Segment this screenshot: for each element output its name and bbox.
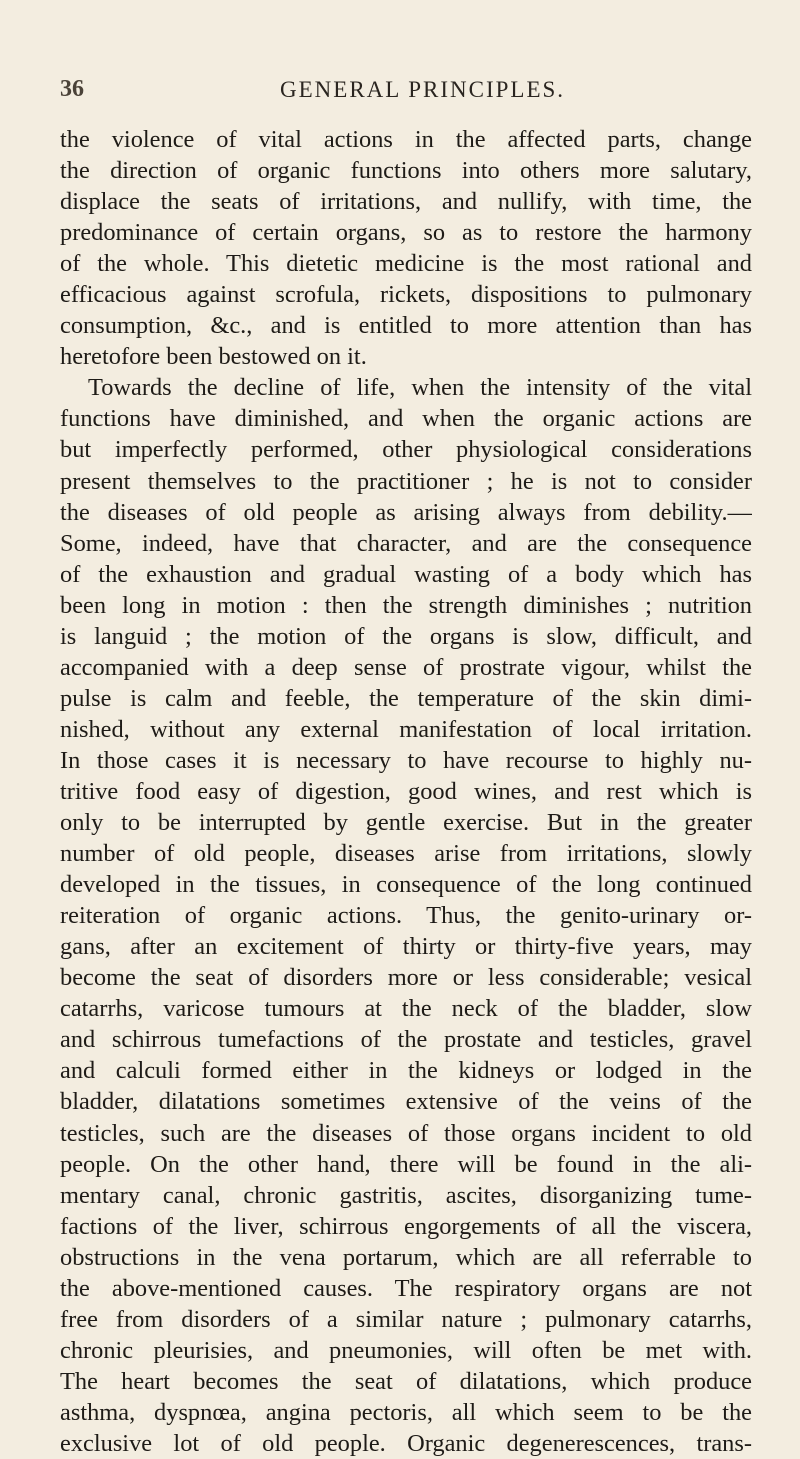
text-line: gans, after an excitement of thirty or thirty-five years, may [60,933,752,961]
text-line: bladder, dilatations sometimes extensive of the veins of the [60,1088,752,1116]
running-head-title: GENERAL PRINCIPLES. [280,77,566,102]
text-line: accompanied with a deep sense of prostrate vigour, whilst the [60,653,752,681]
paragraph-start-line: Towards the decline of life, when the intensity of the vital [88,374,752,402]
text-line: present themselves to the practitioner ; he is not to consider [60,467,752,495]
text-line: developed in the tissues, in consequence of the long continued [60,871,752,899]
text-line: obstructions in the vena portarum, which are all referrable to [60,1243,752,1271]
text-line: factions of the liver, schirrous engorgements of all the viscera, [60,1212,752,1240]
text-line: efficacious against scrofula, rickets, dispositions to pulmonary [60,281,752,309]
text-line: pulse is calm and feeble, the temperature of the skin dimi- [60,684,752,712]
text-line: Some, indeed, have that character, and are the consequence [60,529,752,557]
text-line: mentary canal, chronic gastritis, ascites, disorganizing tume- [60,1181,752,1209]
text-line: The heart becomes the seat of dilatations, which produce [60,1367,752,1395]
text-line: In those cases it is necessary to have recourse to highly nu- [60,746,752,774]
text-line: people. On the other hand, there will be found in the ali- [60,1150,752,1178]
text-line: testicles, such are the diseases of those organs incident to old [60,1119,752,1147]
page-number: 36 [60,76,84,102]
text-line: catarrhs, varicose tumours at the neck of the bladder, slow [60,995,752,1023]
text-line: reiteration of organic actions. Thus, the genito-urinary or- [60,902,752,930]
text-line: functions have diminished, and when the organic actions are [60,405,752,433]
body-text [60,124,752,1459]
text-line: number of old people, diseases arise from irritations, slowly [60,840,752,868]
text-line: but imperfectly performed, other physiological considerations [60,436,752,464]
text-line: consumption, &c., and is entitled to more attention than has [60,312,752,340]
text-line: only to be interrupted by gentle exercise. But in the greater [60,809,752,837]
text-line: and calculi formed either in the kidneys or lodged in the [60,1057,752,1085]
text-line: the direction of organic functions into others more salutary, [60,157,752,185]
text-line: nished, without any external manifestation of local irritation. [60,715,752,743]
text-line: the above-mentioned causes. The respiratory organs are not [60,1274,752,1302]
text-line: and schirrous tumefactions of the prostate and testicles, gravel [60,1026,752,1054]
text-line: tritive food easy of digestion, good wines, and rest which is [60,777,752,805]
text-line: the violence of vital actions in the affected parts, change [60,126,752,153]
text-line: of the exhaustion and gradual wasting of a body which has [60,560,752,588]
text-line: free from disorders of a similar nature ; pulmonary catarrhs, [60,1305,752,1333]
text-line: become the seat of disorders more or less considerable; vesical [60,964,752,992]
text-line: exclusive lot of old people. Organic degenerescences, trans- [60,1429,752,1457]
text-line: the diseases of old people as arising always from debility.— [60,498,752,526]
text-line: asthma, dyspnœa, angina pectoris, all which seem to be the [60,1398,752,1426]
text-line: been long in motion : then the strength diminishes ; nutrition [60,591,752,619]
text-line: heretofore been bestowed on it. [60,343,367,371]
text-line: chronic pleurisies, and pneumonies, will often be met with. [60,1336,752,1364]
text-line: of the whole. This dietetic medicine is the most rational and [60,250,752,278]
text-line: is languid ; the motion of the organs is slow, difficult, and [60,622,752,650]
running-head [60,76,750,106]
text-line: displace the seats of irritations, and nullify, with time, the [60,188,752,216]
text-line: predominance of certain organs, so as to restore the harmony [60,219,752,247]
